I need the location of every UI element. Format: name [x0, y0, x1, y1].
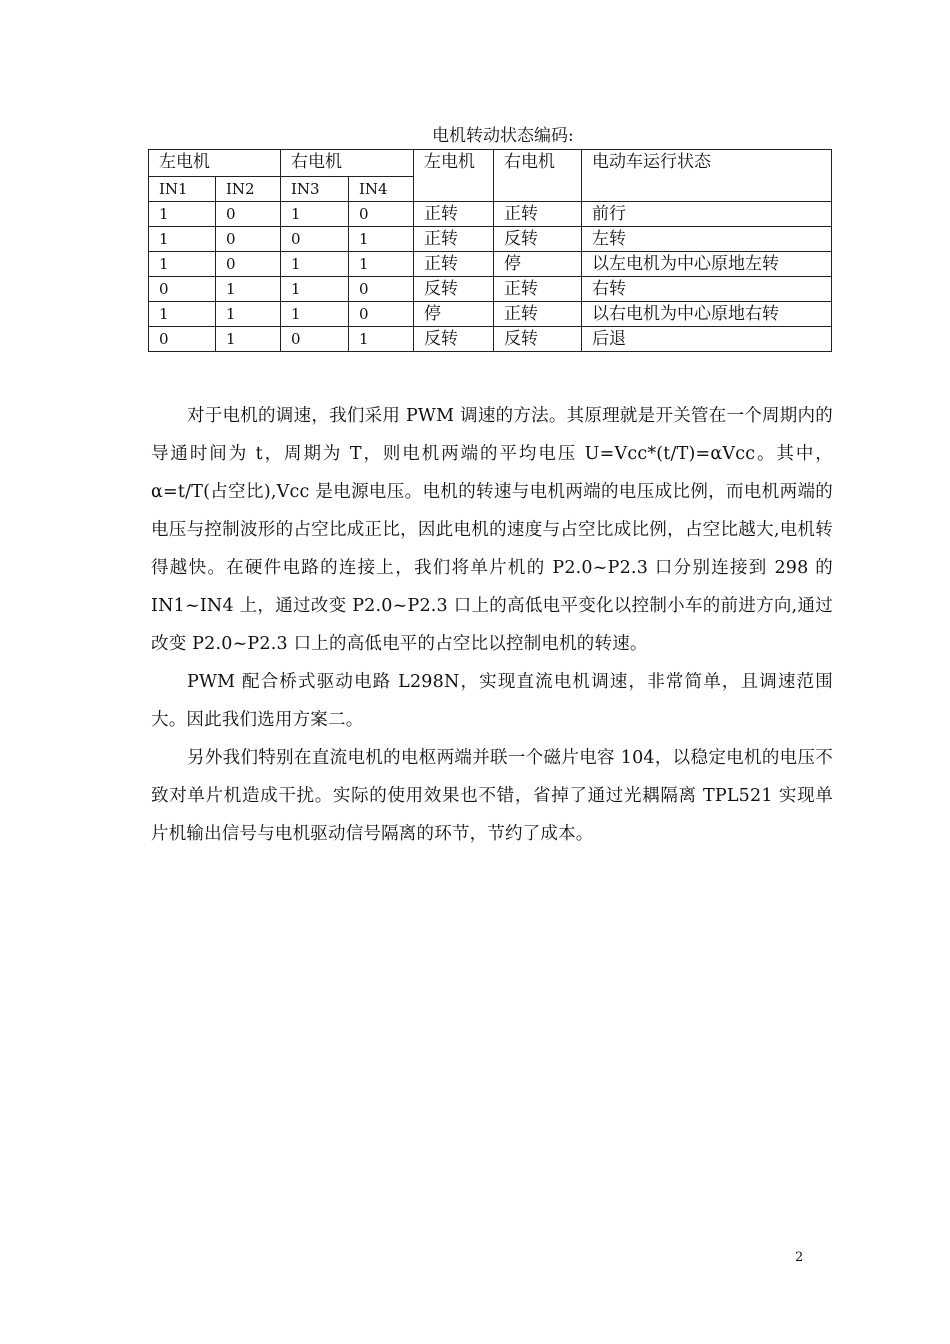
cell-in3: 1	[281, 202, 349, 227]
table-row	[149, 252, 832, 277]
cell-in2: 1	[216, 327, 281, 352]
cell-in1: 1	[149, 227, 216, 252]
cell-right-motor: 停	[494, 252, 582, 277]
cell-in3: 0	[281, 227, 349, 252]
table-row	[149, 277, 832, 302]
cell-vehicle-state: 以右电机为中心原地右转	[582, 302, 832, 327]
cell-in2: 0	[216, 252, 281, 277]
header-in4: IN4	[349, 177, 414, 202]
cell-right-motor: 反转	[494, 327, 582, 352]
cell-in1: 0	[149, 277, 216, 302]
header-vehicle-state: 电动车运行状态	[582, 150, 832, 202]
paragraph-l298n: PWM 配合桥式驱动电路 L298N，实现直流电机调速，非常简单，且调速范围大。因此我们选用方案二。	[151, 672, 833, 730]
paragraph-capacitor: 另外我们特别在直流电机的电枢两端并联一个磁片电容 104，以稳定电机的电压不致对单片机造成干扰。实际的使用效果也不错，省掉了通过光耦隔离 TPL521 实现单片机输出信号与电机驱动信号隔离的环节，节约了成本。	[151, 748, 833, 844]
cell-right-motor: 正转	[494, 277, 582, 302]
cell-in2: 0	[216, 202, 281, 227]
header-right-motor: 右电机	[281, 150, 414, 177]
cell-in4: 1	[349, 252, 414, 277]
cell-in4: 0	[349, 202, 414, 227]
cell-vehicle-state: 前行	[582, 202, 832, 227]
cell-in2: 0	[216, 227, 281, 252]
cell-right-motor: 正转	[494, 202, 582, 227]
table-row	[149, 327, 832, 352]
cell-in3: 1	[281, 277, 349, 302]
cell-in4: 0	[349, 302, 414, 327]
header-left-motor: 左电机	[149, 150, 281, 177]
page-number: 2	[795, 1250, 804, 1265]
header-left-motor-state: 左电机	[414, 150, 494, 202]
cell-in3: 0	[281, 327, 349, 352]
table-row	[149, 202, 832, 227]
cell-left-motor: 正转	[414, 252, 494, 277]
table-row	[149, 302, 832, 327]
body-text	[151, 397, 833, 853]
cell-in1: 1	[149, 302, 216, 327]
cell-in1: 1	[149, 252, 216, 277]
cell-in1: 0	[149, 327, 216, 352]
cell-in3: 1	[281, 302, 349, 327]
header-in3: IN3	[281, 177, 349, 202]
table-row	[149, 227, 832, 252]
cell-in4: 1	[349, 227, 414, 252]
header-right-motor-state: 右电机	[494, 150, 582, 202]
cell-in2: 1	[216, 277, 281, 302]
cell-in4: 1	[349, 327, 414, 352]
cell-vehicle-state: 以左电机为中心原地左转	[582, 252, 832, 277]
cell-right-motor: 正转	[494, 302, 582, 327]
cell-in1: 1	[149, 202, 216, 227]
cell-left-motor: 反转	[414, 277, 494, 302]
cell-in2: 1	[216, 302, 281, 327]
cell-right-motor: 反转	[494, 227, 582, 252]
cell-in4: 0	[349, 277, 414, 302]
cell-vehicle-state: 左转	[582, 227, 832, 252]
header-in2: IN2	[216, 177, 281, 202]
cell-vehicle-state: 后退	[582, 327, 832, 352]
motor-state-table	[148, 149, 832, 352]
cell-left-motor: 正转	[414, 202, 494, 227]
table-caption: 电机转动状态编码:	[432, 126, 574, 146]
cell-in3: 1	[281, 252, 349, 277]
paragraph-pwm-principle: 对于电机的调速，我们采用 PWM 调速的方法。其原理就是开关管在一个周期内的导通时间为 t，周期为 T，则电机两端的平均电压 U=Vcc*(t/T)=αVcc。其中，α=t/T(占空比),Vcc 是电源电压。电机的转速与电机两端的电压成比例，而电机两端的电压与控制波形的占空比成正比，因此电机的速度与占空比成比例，占空比越大,电机转得越快。在硬件电路的连接上，我们将单片机的 P2.0~P2.3 口分别连接到 298 的 IN1~IN4 上，通过改变 P2.0~P2.3 口上的高低电平变化以控制小车的前进方向,通过改变 P2.0~P2.3 口上的高低电平的占空比以控制电机的转速。	[151, 406, 833, 654]
cell-left-motor: 正转	[414, 227, 494, 252]
table-header-row	[149, 150, 832, 177]
header-in1: IN1	[149, 177, 216, 202]
cell-left-motor: 反转	[414, 327, 494, 352]
cell-vehicle-state: 右转	[582, 277, 832, 302]
cell-left-motor: 停	[414, 302, 494, 327]
